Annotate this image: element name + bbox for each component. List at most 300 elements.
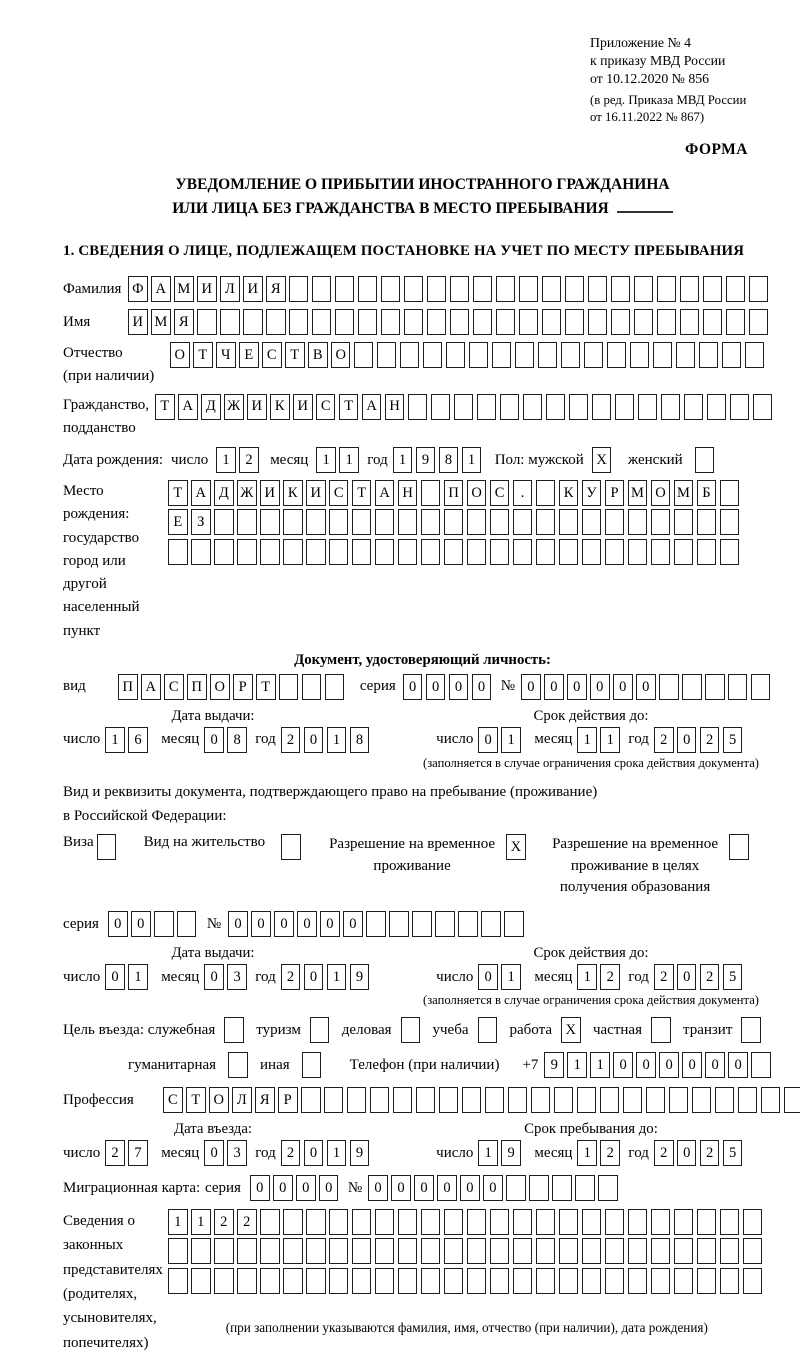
char-cell[interactable]: [260, 509, 280, 535]
char-cell[interactable]: [513, 1209, 533, 1235]
char-cell[interactable]: [281, 834, 301, 860]
char-cell[interactable]: [605, 1209, 625, 1235]
char-cell[interactable]: 0: [677, 964, 697, 990]
char-cell[interactable]: [260, 539, 280, 565]
char-cell[interactable]: [605, 1268, 625, 1294]
char-cell[interactable]: [490, 509, 510, 535]
char-cell[interactable]: [546, 394, 566, 420]
char-cell[interactable]: [381, 309, 401, 335]
char-cell[interactable]: [191, 539, 211, 565]
char-cell[interactable]: X: [592, 447, 612, 473]
char-cell[interactable]: [565, 276, 585, 302]
char-cell[interactable]: Я: [255, 1087, 275, 1113]
char-cell[interactable]: [715, 1087, 735, 1113]
char-cell[interactable]: [542, 309, 562, 335]
char-cell[interactable]: [630, 342, 650, 368]
char-cell[interactable]: [329, 1238, 349, 1264]
stay-until-day-cells[interactable]: [478, 1140, 524, 1166]
char-cell[interactable]: А: [362, 394, 382, 420]
char-cell[interactable]: .: [513, 480, 533, 506]
char-cell[interactable]: [682, 674, 702, 700]
char-cell[interactable]: [659, 674, 679, 700]
char-cell[interactable]: [377, 342, 397, 368]
char-cell[interactable]: [761, 1087, 781, 1113]
char-cell[interactable]: [469, 342, 489, 368]
name-cells[interactable]: [128, 309, 772, 335]
birth-day-cells[interactable]: [216, 447, 262, 473]
char-cell[interactable]: [728, 674, 748, 700]
char-cell[interactable]: Я: [174, 309, 194, 335]
char-cell[interactable]: 0: [472, 674, 492, 700]
char-cell[interactable]: А: [178, 394, 198, 420]
char-cell[interactable]: [458, 911, 478, 937]
char-cell[interactable]: [749, 309, 769, 335]
char-cell[interactable]: [743, 1209, 763, 1235]
char-cell[interactable]: [720, 1209, 740, 1235]
char-cell[interactable]: [695, 447, 715, 473]
residence-permit-checkbox[interactable]: [281, 834, 304, 860]
char-cell[interactable]: [741, 1017, 761, 1043]
purpose-study-checkbox[interactable]: [478, 1017, 501, 1043]
char-cell[interactable]: [283, 1268, 303, 1294]
char-cell[interactable]: [154, 911, 174, 937]
char-cell[interactable]: [347, 1087, 367, 1113]
char-cell[interactable]: [559, 1238, 579, 1264]
char-cell[interactable]: [588, 309, 608, 335]
stay-issue-month-cells[interactable]: [204, 964, 250, 990]
char-cell[interactable]: [237, 1238, 257, 1264]
char-cell[interactable]: С: [329, 480, 349, 506]
phone-cells[interactable]: [544, 1052, 774, 1078]
char-cell[interactable]: [697, 1238, 717, 1264]
citizenship-cells[interactable]: [155, 394, 776, 420]
char-cell[interactable]: Я: [266, 276, 286, 302]
char-cell[interactable]: 0: [391, 1175, 411, 1201]
char-cell[interactable]: [720, 509, 740, 535]
char-cell[interactable]: [628, 509, 648, 535]
char-cell[interactable]: [431, 394, 451, 420]
char-cell[interactable]: [519, 276, 539, 302]
char-cell[interactable]: Т: [186, 1087, 206, 1113]
char-cell[interactable]: [536, 1209, 556, 1235]
char-cell[interactable]: [697, 1268, 717, 1294]
char-cell[interactable]: [400, 342, 420, 368]
char-cell[interactable]: М: [174, 276, 194, 302]
char-cell[interactable]: [751, 674, 771, 700]
char-cell[interactable]: [513, 1238, 533, 1264]
char-cell[interactable]: [462, 1087, 482, 1113]
char-cell[interactable]: [478, 1017, 498, 1043]
char-cell[interactable]: 7: [128, 1140, 148, 1166]
char-cell[interactable]: [375, 1209, 395, 1235]
char-cell[interactable]: [634, 276, 654, 302]
char-cell[interactable]: [467, 1268, 487, 1294]
char-cell[interactable]: [720, 480, 740, 506]
char-cell[interactable]: [588, 276, 608, 302]
char-cell[interactable]: И: [197, 276, 217, 302]
char-cell[interactable]: 0: [204, 1140, 224, 1166]
char-cell[interactable]: Т: [155, 394, 175, 420]
char-cell[interactable]: X: [561, 1017, 581, 1043]
char-cell[interactable]: 0: [273, 1175, 293, 1201]
char-cell[interactable]: [260, 1209, 280, 1235]
char-cell[interactable]: [283, 539, 303, 565]
char-cell[interactable]: [743, 1268, 763, 1294]
char-cell[interactable]: 1: [590, 1052, 610, 1078]
char-cell[interactable]: Е: [168, 509, 188, 535]
stay-until-year-cells[interactable]: [654, 1140, 746, 1166]
char-cell[interactable]: [421, 509, 441, 535]
char-cell[interactable]: 1: [105, 727, 125, 753]
doc-issue-month-cells[interactable]: [204, 727, 250, 753]
char-cell[interactable]: [513, 509, 533, 535]
char-cell[interactable]: [492, 342, 512, 368]
char-cell[interactable]: [515, 342, 535, 368]
temp-permit-edu-checkbox[interactable]: [729, 834, 752, 860]
char-cell[interactable]: [536, 539, 556, 565]
char-cell[interactable]: [358, 309, 378, 335]
char-cell[interactable]: [508, 1087, 528, 1113]
char-cell[interactable]: [214, 1268, 234, 1294]
char-cell[interactable]: [504, 911, 524, 937]
char-cell[interactable]: Е: [239, 342, 259, 368]
char-cell[interactable]: [490, 1209, 510, 1235]
char-cell[interactable]: С: [490, 480, 510, 506]
char-cell[interactable]: 1: [393, 447, 413, 473]
char-cell[interactable]: 2: [281, 964, 301, 990]
char-cell[interactable]: 1: [478, 1140, 498, 1166]
char-cell[interactable]: X: [506, 834, 526, 860]
char-cell[interactable]: [289, 276, 309, 302]
representatives-row3-cells[interactable]: [168, 1268, 766, 1294]
char-cell[interactable]: 9: [350, 964, 370, 990]
char-cell[interactable]: [329, 1209, 349, 1235]
stay-number-cells[interactable]: [228, 911, 527, 937]
char-cell[interactable]: [237, 509, 257, 535]
char-cell[interactable]: 2: [281, 1140, 301, 1166]
char-cell[interactable]: [467, 1238, 487, 1264]
char-cell[interactable]: 0: [659, 1052, 679, 1078]
char-cell[interactable]: 0: [483, 1175, 503, 1201]
char-cell[interactable]: [720, 1238, 740, 1264]
char-cell[interactable]: [697, 1209, 717, 1235]
char-cell[interactable]: 1: [316, 447, 336, 473]
char-cell[interactable]: [375, 509, 395, 535]
doc-issue-day-cells[interactable]: [105, 727, 151, 753]
char-cell[interactable]: 0: [449, 674, 469, 700]
char-cell[interactable]: [481, 911, 501, 937]
char-cell[interactable]: К: [559, 480, 579, 506]
char-cell[interactable]: Л: [220, 276, 240, 302]
char-cell[interactable]: [743, 1238, 763, 1264]
char-cell[interactable]: [496, 276, 516, 302]
char-cell[interactable]: [237, 1268, 257, 1294]
char-cell[interactable]: [705, 674, 725, 700]
char-cell[interactable]: 8: [350, 727, 370, 753]
char-cell[interactable]: [628, 1209, 648, 1235]
char-cell[interactable]: [582, 1268, 602, 1294]
char-cell[interactable]: [605, 539, 625, 565]
char-cell[interactable]: [575, 1175, 595, 1201]
char-cell[interactable]: И: [247, 394, 267, 420]
char-cell[interactable]: [680, 309, 700, 335]
char-cell[interactable]: Т: [168, 480, 188, 506]
char-cell[interactable]: 8: [439, 447, 459, 473]
char-cell[interactable]: [720, 539, 740, 565]
char-cell[interactable]: [726, 276, 746, 302]
char-cell[interactable]: Р: [278, 1087, 298, 1113]
char-cell[interactable]: [703, 276, 723, 302]
char-cell[interactable]: [523, 394, 543, 420]
char-cell[interactable]: [224, 1017, 244, 1043]
char-cell[interactable]: 1: [600, 727, 620, 753]
char-cell[interactable]: [168, 539, 188, 565]
char-cell[interactable]: [398, 1238, 418, 1264]
representatives-row2-cells[interactable]: [168, 1238, 766, 1264]
char-cell[interactable]: 1: [216, 447, 236, 473]
char-cell[interactable]: 0: [403, 674, 423, 700]
char-cell[interactable]: [220, 309, 240, 335]
doc-series-cells[interactable]: [403, 674, 495, 700]
char-cell[interactable]: Ж: [237, 480, 257, 506]
char-cell[interactable]: [674, 1238, 694, 1264]
char-cell[interactable]: З: [191, 509, 211, 535]
char-cell[interactable]: 0: [304, 964, 324, 990]
char-cell[interactable]: 1: [327, 964, 347, 990]
char-cell[interactable]: [552, 1175, 572, 1201]
char-cell[interactable]: [605, 1238, 625, 1264]
char-cell[interactable]: [421, 1209, 441, 1235]
char-cell[interactable]: К: [270, 394, 290, 420]
stay-valid-year-cells[interactable]: [654, 964, 746, 990]
char-cell[interactable]: [260, 1268, 280, 1294]
char-cell[interactable]: У: [582, 480, 602, 506]
char-cell[interactable]: [325, 674, 345, 700]
char-cell[interactable]: Р: [233, 674, 253, 700]
char-cell[interactable]: [312, 309, 332, 335]
char-cell[interactable]: [191, 1238, 211, 1264]
char-cell[interactable]: [421, 480, 441, 506]
char-cell[interactable]: [674, 1268, 694, 1294]
birth-year-cells[interactable]: [393, 447, 485, 473]
char-cell[interactable]: [375, 1238, 395, 1264]
stay-valid-day-cells[interactable]: [478, 964, 524, 990]
char-cell[interactable]: О: [331, 342, 351, 368]
char-cell[interactable]: [423, 342, 443, 368]
char-cell[interactable]: 0: [521, 674, 541, 700]
char-cell[interactable]: 5: [723, 727, 743, 753]
char-cell[interactable]: [243, 309, 263, 335]
char-cell[interactable]: [416, 1087, 436, 1113]
char-cell[interactable]: [283, 1209, 303, 1235]
char-cell[interactable]: [536, 480, 556, 506]
char-cell[interactable]: Т: [339, 394, 359, 420]
char-cell[interactable]: [306, 539, 326, 565]
char-cell[interactable]: [582, 1209, 602, 1235]
visa-checkbox[interactable]: [97, 834, 120, 860]
char-cell[interactable]: [496, 309, 516, 335]
char-cell[interactable]: [473, 276, 493, 302]
char-cell[interactable]: Т: [193, 342, 213, 368]
char-cell[interactable]: [306, 1209, 326, 1235]
char-cell[interactable]: [191, 1268, 211, 1294]
char-cell[interactable]: И: [260, 480, 280, 506]
char-cell[interactable]: [375, 1268, 395, 1294]
char-cell[interactable]: [726, 309, 746, 335]
char-cell[interactable]: 0: [296, 1175, 316, 1201]
char-cell[interactable]: [97, 834, 117, 860]
char-cell[interactable]: [506, 1175, 526, 1201]
profession-cells[interactable]: [163, 1087, 800, 1113]
char-cell[interactable]: Т: [256, 674, 276, 700]
char-cell[interactable]: 0: [426, 674, 446, 700]
char-cell[interactable]: 1: [577, 1140, 597, 1166]
char-cell[interactable]: [214, 539, 234, 565]
char-cell[interactable]: В: [308, 342, 328, 368]
char-cell[interactable]: [559, 1268, 579, 1294]
char-cell[interactable]: 2: [239, 447, 259, 473]
char-cell[interactable]: [289, 309, 309, 335]
char-cell[interactable]: [638, 394, 658, 420]
char-cell[interactable]: 1: [577, 727, 597, 753]
char-cell[interactable]: 0: [460, 1175, 480, 1201]
char-cell[interactable]: [412, 911, 432, 937]
char-cell[interactable]: 1: [128, 964, 148, 990]
char-cell[interactable]: [720, 1268, 740, 1294]
char-cell[interactable]: [283, 1238, 303, 1264]
char-cell[interactable]: 1: [191, 1209, 211, 1235]
char-cell[interactable]: [559, 539, 579, 565]
char-cell[interactable]: 1: [168, 1209, 188, 1235]
purpose-business-checkbox[interactable]: [401, 1017, 424, 1043]
char-cell[interactable]: [312, 276, 332, 302]
char-cell[interactable]: 0: [682, 1052, 702, 1078]
char-cell[interactable]: 1: [327, 1140, 347, 1166]
char-cell[interactable]: А: [141, 674, 161, 700]
char-cell[interactable]: [582, 509, 602, 535]
char-cell[interactable]: [513, 1268, 533, 1294]
doc-valid-month-cells[interactable]: [577, 727, 623, 753]
char-cell[interactable]: Б: [697, 480, 717, 506]
char-cell[interactable]: [500, 394, 520, 420]
char-cell[interactable]: [646, 1087, 666, 1113]
char-cell[interactable]: [784, 1087, 800, 1113]
char-cell[interactable]: [398, 539, 418, 565]
doc-kind-cells[interactable]: [118, 674, 348, 700]
char-cell[interactable]: [490, 1268, 510, 1294]
char-cell[interactable]: [375, 539, 395, 565]
char-cell[interactable]: 1: [577, 964, 597, 990]
char-cell[interactable]: [628, 539, 648, 565]
char-cell[interactable]: И: [243, 276, 263, 302]
char-cell[interactable]: П: [187, 674, 207, 700]
char-cell[interactable]: [329, 539, 349, 565]
char-cell[interactable]: [398, 1268, 418, 1294]
char-cell[interactable]: [352, 1268, 372, 1294]
entry-year-cells[interactable]: [281, 1140, 373, 1166]
char-cell[interactable]: [651, 539, 671, 565]
char-cell[interactable]: Д: [214, 480, 234, 506]
char-cell[interactable]: [177, 911, 197, 937]
char-cell[interactable]: 0: [204, 964, 224, 990]
char-cell[interactable]: [444, 1268, 464, 1294]
char-cell[interactable]: [611, 276, 631, 302]
char-cell[interactable]: А: [151, 276, 171, 302]
doc-valid-day-cells[interactable]: [478, 727, 524, 753]
char-cell[interactable]: 0: [478, 964, 498, 990]
mc-series-cells[interactable]: [250, 1175, 342, 1201]
char-cell[interactable]: [674, 1209, 694, 1235]
char-cell[interactable]: 0: [478, 727, 498, 753]
char-cell[interactable]: 0: [677, 1140, 697, 1166]
char-cell[interactable]: 9: [544, 1052, 564, 1078]
char-cell[interactable]: С: [262, 342, 282, 368]
char-cell[interactable]: 0: [636, 674, 656, 700]
char-cell[interactable]: [611, 309, 631, 335]
char-cell[interactable]: [751, 1052, 771, 1078]
char-cell[interactable]: [421, 1268, 441, 1294]
char-cell[interactable]: [401, 1017, 421, 1043]
char-cell[interactable]: [584, 342, 604, 368]
char-cell[interactable]: 0: [636, 1052, 656, 1078]
char-cell[interactable]: [745, 342, 765, 368]
char-cell[interactable]: [467, 539, 487, 565]
purpose-work-checkbox[interactable]: [561, 1017, 584, 1043]
char-cell[interactable]: 0: [320, 911, 340, 937]
char-cell[interactable]: [473, 309, 493, 335]
char-cell[interactable]: [554, 1087, 574, 1113]
char-cell[interactable]: [490, 1238, 510, 1264]
char-cell[interactable]: 9: [501, 1140, 521, 1166]
char-cell[interactable]: [577, 1087, 597, 1113]
char-cell[interactable]: Ф: [128, 276, 148, 302]
char-cell[interactable]: [542, 276, 562, 302]
doc-issue-year-cells[interactable]: [281, 727, 373, 753]
char-cell[interactable]: [214, 509, 234, 535]
char-cell[interactable]: [352, 1209, 372, 1235]
char-cell[interactable]: [237, 539, 257, 565]
char-cell[interactable]: [738, 1087, 758, 1113]
char-cell[interactable]: [513, 539, 533, 565]
char-cell[interactable]: 2: [600, 964, 620, 990]
char-cell[interactable]: [703, 309, 723, 335]
char-cell[interactable]: 1: [567, 1052, 587, 1078]
char-cell[interactable]: [324, 1087, 344, 1113]
char-cell[interactable]: 2: [654, 727, 674, 753]
char-cell[interactable]: [444, 509, 464, 535]
birthplace-row2-cells[interactable]: [168, 509, 743, 535]
stay-until-month-cells[interactable]: [577, 1140, 623, 1166]
char-cell[interactable]: [266, 309, 286, 335]
char-cell[interactable]: [657, 309, 677, 335]
char-cell[interactable]: [421, 1238, 441, 1264]
char-cell[interactable]: [301, 1087, 321, 1113]
stay-series-cells[interactable]: [108, 911, 200, 937]
char-cell[interactable]: 2: [600, 1140, 620, 1166]
char-cell[interactable]: [605, 509, 625, 535]
char-cell[interactable]: 3: [227, 964, 247, 990]
char-cell[interactable]: [607, 342, 627, 368]
char-cell[interactable]: [753, 394, 773, 420]
char-cell[interactable]: [559, 1209, 579, 1235]
doc-number-cells[interactable]: [521, 674, 774, 700]
char-cell[interactable]: [393, 1087, 413, 1113]
char-cell[interactable]: М: [628, 480, 648, 506]
char-cell[interactable]: [381, 276, 401, 302]
stay-issue-day-cells[interactable]: [105, 964, 151, 990]
char-cell[interactable]: 0: [131, 911, 151, 937]
char-cell[interactable]: [370, 1087, 390, 1113]
